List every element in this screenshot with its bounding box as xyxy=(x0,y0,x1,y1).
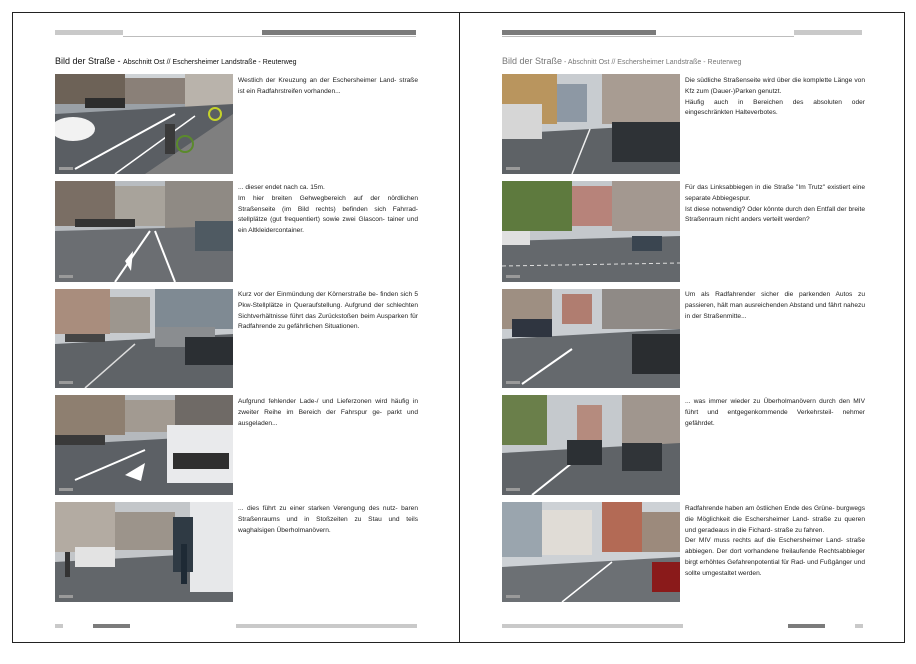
street-photo xyxy=(55,502,233,602)
caption-paragraph: Der MIV muss rechts auf die Eschersheimer Land- straße abbiegen. Der dort vorhandene freilaufende Rechtsabbieger birgt erhöhtes Gefahrenpotential für Rad- und Fußgänger und sollte umgestaltet werden. xyxy=(685,537,865,577)
caption-paragraph: Im hier breiten Gehwegbereich auf der nördlichen Straßenseite (im Bild rechts) befinden sich Fahrrad- stellplätze (gut frequentiert) sowie zwei Glascon- tainer und ein Altkleidercontainer. xyxy=(238,194,418,235)
photo-marker xyxy=(59,595,73,598)
page-divider xyxy=(459,12,460,643)
photo-caption xyxy=(685,397,865,429)
photo-caption xyxy=(238,504,418,536)
footer-bar-right-dark xyxy=(788,624,825,628)
photo-marker xyxy=(59,381,73,384)
title-sub: Abschnitt Ost // Eschersheimer Landstraße - Reuterweg xyxy=(123,59,297,66)
header-bar-left-short xyxy=(55,30,123,35)
photo-marker xyxy=(506,595,520,598)
street-photo xyxy=(502,395,680,495)
page-title-right xyxy=(502,56,741,66)
photo-caption xyxy=(685,76,865,119)
caption-paragraph: Häufig auch in Bereichen des absoluten oder eingeschränkten Halteverbotes. xyxy=(685,98,865,117)
caption-paragraph: Die südliche Straßenseite wird über die komplette Länge von Kfz zum (Dauer-)Parken genutzt. xyxy=(685,77,865,95)
photo-caption xyxy=(685,504,865,580)
caption-paragraph: ... was immer wieder zu Überholmanövern durch den MIV führt und entgegenkommende Verkehrsteil- nehmer gefährdet. xyxy=(685,398,865,427)
caption-paragraph: Kurz vor der Einmündung der Körnerstraße be- finden sich 5 Pkw-Stellplätze in Queraufstellung. Aufgrund der schlechten Sichtverhältnisse führt das Zurückstoßen beim Ausparken für Radfahrende zu gefährlichen Situationen. xyxy=(238,291,418,331)
street-photo xyxy=(502,74,680,174)
street-photo xyxy=(55,74,233,174)
photo-caption xyxy=(685,183,865,226)
photo-marker xyxy=(506,381,520,384)
street-photo xyxy=(55,181,233,282)
photo-caption xyxy=(238,290,418,333)
caption-paragraph: Für das Linksabbiegen in die Straße "Im Trutz" existiert eine separate Abbiegespur. xyxy=(685,184,865,202)
title-sub: - Abschnitt Ost // Eschersheimer Landstraße - Reuterweg xyxy=(562,59,742,66)
caption-paragraph: Radfahrende haben am östlichen Ende des Grüne- burgwegs die Möglichkeit die Eschersheimer Land- straße zu queren und geradeaus in die Fichard- straße zu fahren. xyxy=(685,505,865,534)
photo-caption xyxy=(238,397,418,429)
caption-paragraph: Aufgrund fehlender Lade-/ und Lieferzonen wird häufig in zweiter Reihe im Bereich der Fahrspur ge- parkt und ausgeladen... xyxy=(238,398,418,427)
caption-paragraph: ... dieser endet nach ca. 15m. xyxy=(238,184,325,191)
header-bar-right-long xyxy=(502,30,656,35)
footer-bar-right-light xyxy=(502,624,683,628)
photo-marker xyxy=(59,275,73,278)
street-photo xyxy=(502,502,680,602)
photo-marker xyxy=(506,167,520,170)
footer-mark-right xyxy=(855,624,863,628)
photo-caption xyxy=(238,183,418,237)
header-rule-right xyxy=(502,36,794,37)
header-bar-right-short xyxy=(794,30,862,35)
street-photo xyxy=(55,395,233,495)
photo-caption xyxy=(685,290,865,322)
footer-bar-left-light xyxy=(236,624,417,628)
title-main: Bild der Straße - xyxy=(55,56,124,66)
photo-marker xyxy=(59,167,73,170)
footer-bar-left-dark xyxy=(93,624,130,628)
header-rule-left xyxy=(123,36,416,37)
header-bar-left-long xyxy=(262,30,416,35)
caption-paragraph: Ist diese notwendig? Oder könnte durch den Entfall der breite Straßenraum nicht anders verteilt werden? xyxy=(685,205,865,224)
street-photo xyxy=(502,181,680,282)
photo-marker xyxy=(506,275,520,278)
title-main: Bild der Straße xyxy=(502,56,563,66)
street-photo xyxy=(55,289,233,388)
street-photo xyxy=(502,289,680,388)
caption-paragraph: Westlich der Kreuzung an der Eschersheimer Land- straße ist ein Radfahrstreifen vorhanden... xyxy=(238,77,418,95)
footer-mark-left xyxy=(55,624,63,628)
photo-caption xyxy=(238,76,418,98)
page-title-left xyxy=(55,56,297,66)
caption-paragraph: ... dies führt zu einer starken Verengung des nutz- baren Straßenraums und in Stoßzeiten zu Stau und teils waghalsigen Überholmanövern. xyxy=(238,505,418,534)
photo-marker xyxy=(506,488,520,491)
photo-marker xyxy=(59,488,73,491)
caption-paragraph: Um als Radfahrender sicher die parkenden Autos zu passieren, hält man ausreichenden Abstand und fährt nahezu in der Straßenmitte... xyxy=(685,291,865,320)
